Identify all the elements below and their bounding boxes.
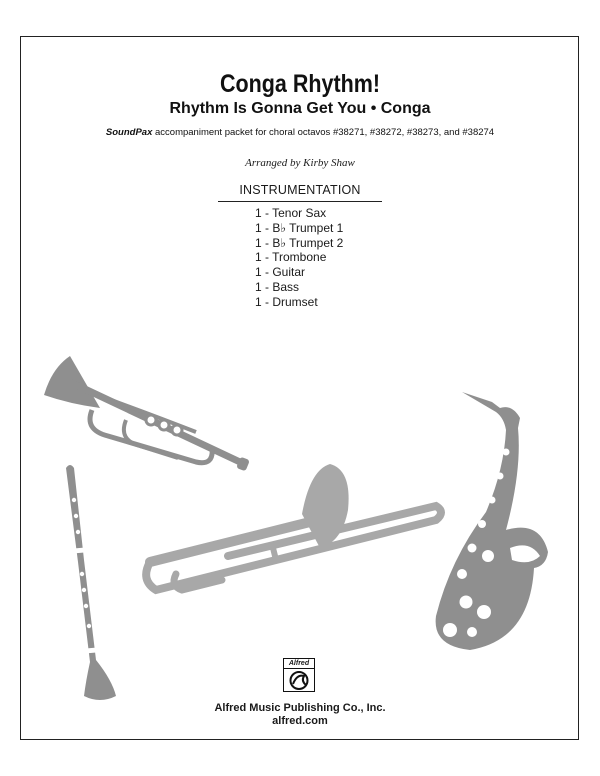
alfred-logo-emblem xyxy=(284,669,314,692)
publisher-website[interactable]: alfred.com xyxy=(272,715,328,727)
saxophone-illustration xyxy=(436,392,548,650)
trombone-illustration xyxy=(146,464,441,590)
alfred-logo-wordmark: Alfred xyxy=(284,659,314,669)
instrument-item: 1 - B♭ Trumpet 1 xyxy=(255,220,344,235)
instrumentation-heading: INSTRUMENTATION xyxy=(239,183,361,197)
instrument-item: 1 - B♭ Trumpet 2 xyxy=(255,235,344,250)
instrument-item: 1 - Trombone xyxy=(255,250,327,265)
instrument-item: 1 - Guitar xyxy=(255,265,306,280)
page-title: Conga Rhythm! xyxy=(219,70,381,98)
instrument-item: 1 - Bass xyxy=(255,279,300,294)
page-subtitle: Rhythm Is Gonna Get You • Conga xyxy=(169,100,431,117)
publisher-name: Alfred Music Publishing Co., Inc. xyxy=(214,702,386,714)
instrument-item: 1 - Tenor Sax xyxy=(255,206,327,220)
soundpax-brand: SoundPax xyxy=(105,127,153,138)
clarinet-illustration xyxy=(66,465,116,700)
arranger-credit: Arranged by Kirby Shaw xyxy=(245,157,355,169)
instrument-item: 1 - Drumset xyxy=(255,294,318,309)
alfred-logo xyxy=(283,658,315,692)
trumpet-illustration xyxy=(44,356,250,471)
packet-note-text: accompaniment packet for choral octavos #38271, #38272, #38273, and #38274 xyxy=(152,127,495,138)
